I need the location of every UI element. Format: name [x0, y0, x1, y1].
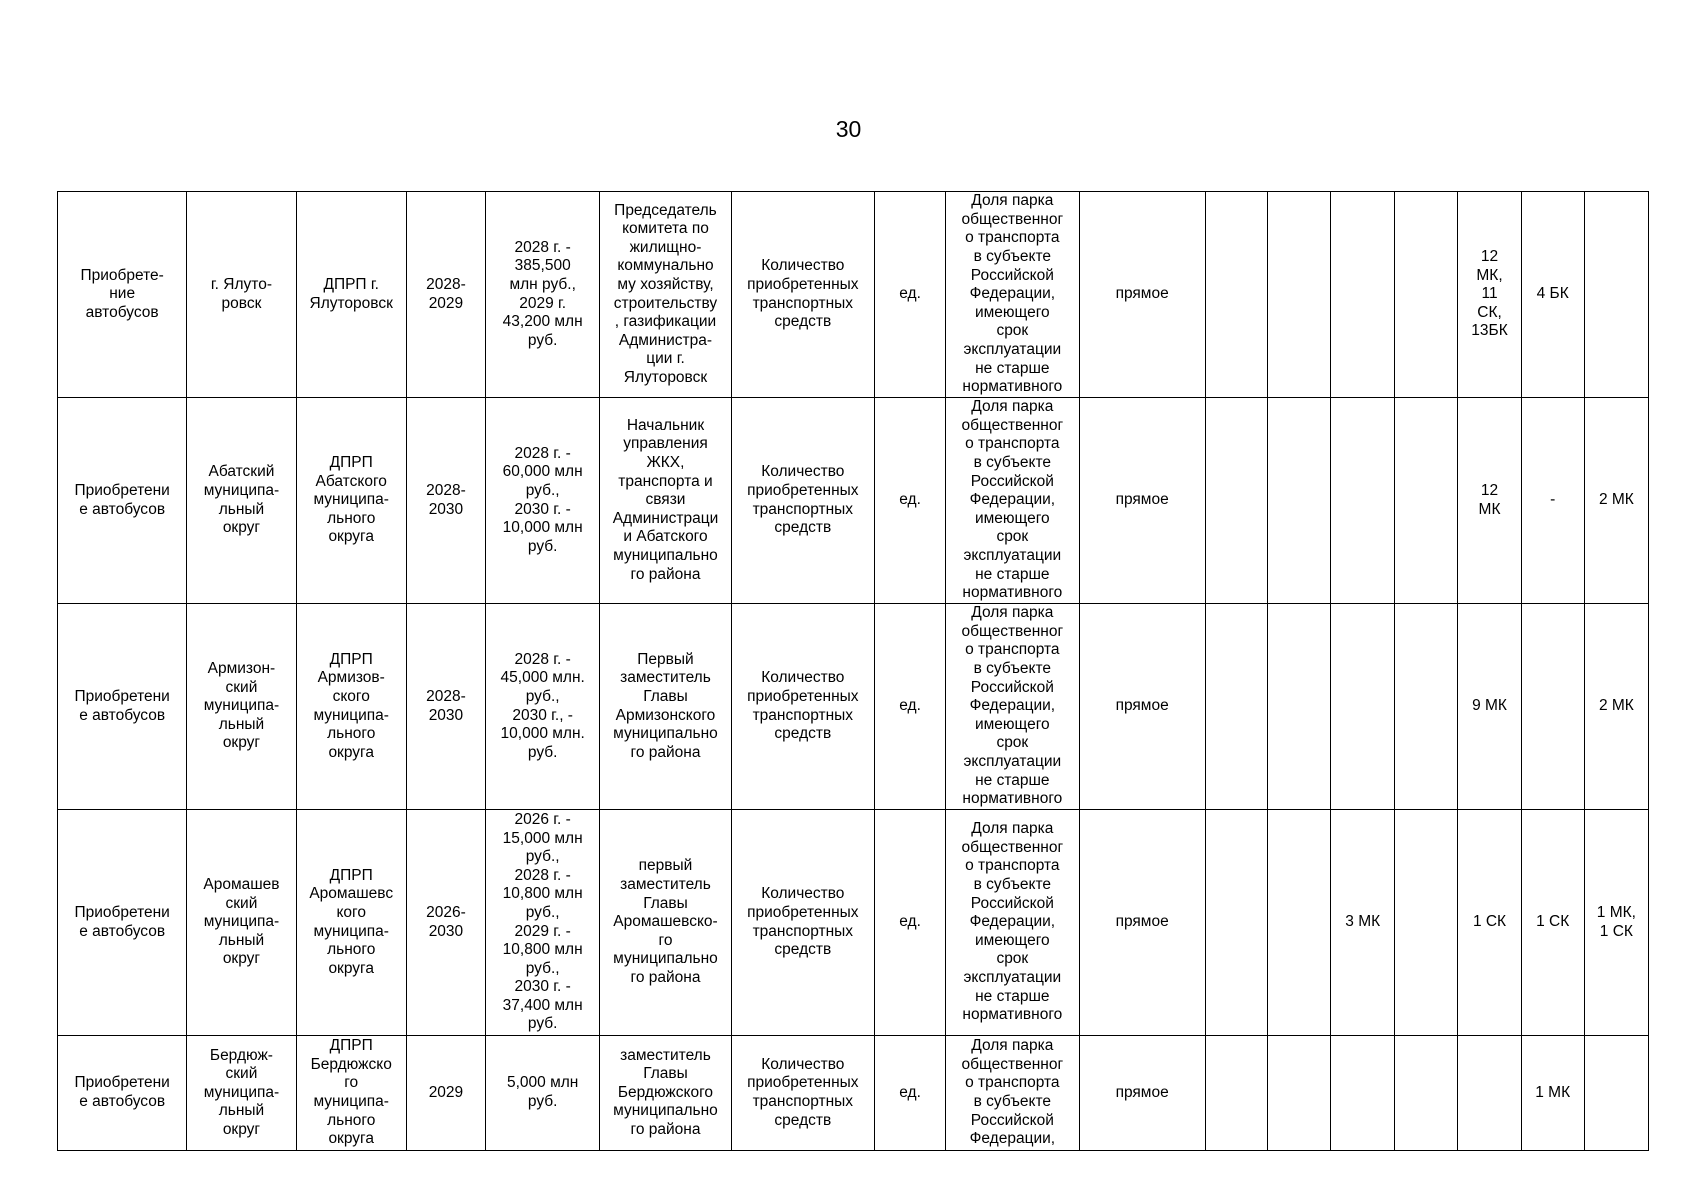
indicator-cell: Количество приобретенных транспортных средств: [731, 398, 874, 604]
indicator-cell: Количество приобретенных транспортных средств: [731, 604, 874, 810]
goal-indicator-cell: Доля парка общественног о транспорта в субъекте Российской Федерации,: [946, 1036, 1079, 1151]
year-2026-cell: [1331, 192, 1395, 398]
unit-cell: ед.: [875, 604, 946, 810]
year-2025-cell: [1267, 810, 1330, 1036]
period-cell: 2028- 2030: [406, 604, 485, 810]
unit-cell: ед.: [875, 192, 946, 398]
measure-cell: Приобрете- ние автобусов: [58, 192, 187, 398]
customer-cell: ДПРП Аромашевс кого муниципа- льного округа: [296, 810, 406, 1036]
year-2026-cell: [1331, 604, 1395, 810]
table-row: [58, 192, 1649, 398]
year-2027-cell: [1395, 810, 1458, 1036]
funding-cell: 2026 г. - 15,000 млн руб., 2028 г. - 10,800 млн руб., 2029 г. - 10,800 млн руб., 2030 г. - 37,400 млн руб.: [486, 810, 600, 1036]
territory-cell: г. Ялуто- ровск: [187, 192, 296, 398]
table-row: [58, 604, 1649, 810]
impact-cell: прямое: [1079, 398, 1205, 604]
year-2027-cell: [1395, 604, 1458, 810]
year-2026-cell: [1331, 1036, 1395, 1151]
funding-cell: 2028 г. - 60,000 млн руб., 2030 г. - 10,000 млн руб.: [486, 398, 600, 604]
funding-cell: 2028 г. - 45,000 млн. руб., 2030 г., - 10,000 млн. руб.: [486, 604, 600, 810]
unit-cell: ед.: [875, 810, 946, 1036]
customer-cell: ДПРП Бердюжско го муниципа- льного округа: [296, 1036, 406, 1151]
year-2026-cell: 3 МК: [1331, 810, 1395, 1036]
responsible-cell: заместитель Главы Бердюжского муниципально го района: [600, 1036, 731, 1151]
table-row: [58, 398, 1649, 604]
goal-indicator-cell: Доля парка общественног о транспорта в субъекте Российской Федерации, имеющего срок эксплуатации не старше нормативного: [946, 398, 1079, 604]
customer-cell: ДПРП Армизов- ского муниципа- льного округа: [296, 604, 406, 810]
year-2030-cell: [1584, 1036, 1648, 1151]
territory-cell: Аромашев ский муниципа- льный округ: [187, 810, 296, 1036]
measures-table: [57, 191, 1649, 1151]
year-2028-cell: 9 МК: [1458, 604, 1521, 810]
year-2029-cell: -: [1521, 398, 1584, 604]
impact-cell: прямое: [1079, 810, 1205, 1036]
period-cell: 2028- 2029: [406, 192, 485, 398]
year-2024-cell: [1205, 604, 1267, 810]
year-2027-cell: [1395, 1036, 1458, 1151]
year-2024-cell: [1205, 1036, 1267, 1151]
year-2025-cell: [1267, 192, 1330, 398]
year-2028-cell: 12 МК: [1458, 398, 1521, 604]
customer-cell: ДПРП Абатского муниципа- льного округа: [296, 398, 406, 604]
indicator-cell: Количество приобретенных транспортных средств: [731, 192, 874, 398]
year-2029-cell: 1 СК: [1521, 810, 1584, 1036]
year-2028-cell: 1 СК: [1458, 810, 1521, 1036]
year-2025-cell: [1267, 604, 1330, 810]
territory-cell: Абатский муниципа- льный округ: [187, 398, 296, 604]
indicator-cell: Количество приобретенных транспортных средств: [731, 810, 874, 1036]
goal-indicator-cell: Доля парка общественног о транспорта в субъекте Российской Федерации, имеющего срок эксплуатации не старше нормативного: [946, 192, 1079, 398]
period-cell: 2026- 2030: [406, 810, 485, 1036]
year-2029-cell: [1521, 604, 1584, 810]
period-cell: 2028- 2030: [406, 398, 485, 604]
territory-cell: Армизон- ский муниципа- льный округ: [187, 604, 296, 810]
year-2029-cell: 4 БК: [1521, 192, 1584, 398]
responsible-cell: Первый заместитель Главы Армизонского муниципально го района: [600, 604, 731, 810]
year-2030-cell: [1584, 192, 1648, 398]
goal-indicator-cell: Доля парка общественног о транспорта в субъекте Российской Федерации, имеющего срок эксплуатации не старше нормативного: [946, 810, 1079, 1036]
funding-cell: 2028 г. - 385,500 млн руб., 2029 г. 43,200 млн руб.: [486, 192, 600, 398]
table-row: [58, 1036, 1649, 1151]
year-2024-cell: [1205, 810, 1267, 1036]
measure-cell: Приобретени е автобусов: [58, 810, 187, 1036]
year-2025-cell: [1267, 398, 1330, 604]
funding-cell: 5,000 млн руб.: [486, 1036, 600, 1151]
year-2027-cell: [1395, 192, 1458, 398]
year-2030-cell: 1 МК, 1 СК: [1584, 810, 1648, 1036]
goal-indicator-cell: Доля парка общественног о транспорта в субъекте Российской Федерации, имеющего срок эксплуатации не старше нормативного: [946, 604, 1079, 810]
table-row: [58, 810, 1649, 1036]
unit-cell: ед.: [875, 1036, 946, 1151]
year-2024-cell: [1205, 398, 1267, 604]
year-2026-cell: [1331, 398, 1395, 604]
year-2028-cell: 12 МК, 11 СК, 13БК: [1458, 192, 1521, 398]
measure-cell: Приобретени е автобусов: [58, 1036, 187, 1151]
impact-cell: прямое: [1079, 604, 1205, 810]
impact-cell: прямое: [1079, 1036, 1205, 1151]
measure-cell: Приобретени е автобусов: [58, 398, 187, 604]
year-2025-cell: [1267, 1036, 1330, 1151]
territory-cell: Бердюж- ский муниципа- льный округ: [187, 1036, 296, 1151]
year-2029-cell: 1 МК: [1521, 1036, 1584, 1151]
responsible-cell: Председатель комитета по жилищно- коммунально му хозяйству, строительству , газификации Администра- ции г. Ялуторовск: [600, 192, 731, 398]
measure-cell: Приобретени е автобусов: [58, 604, 187, 810]
year-2024-cell: [1205, 192, 1267, 398]
responsible-cell: Начальник управления ЖКХ, транспорта и связи Администраци и Абатского муниципально го района: [600, 398, 731, 604]
customer-cell: ДПРП г. Ялуторовск: [296, 192, 406, 398]
year-2030-cell: 2 МК: [1584, 604, 1648, 810]
impact-cell: прямое: [1079, 192, 1205, 398]
responsible-cell: первый заместитель Главы Аромашевско- го муниципально го района: [600, 810, 731, 1036]
year-2028-cell: [1458, 1036, 1521, 1151]
year-2027-cell: [1395, 398, 1458, 604]
page-number: 30: [835, 116, 862, 142]
year-2030-cell: 2 МК: [1584, 398, 1648, 604]
unit-cell: ед.: [875, 398, 946, 604]
indicator-cell: Количество приобретенных транспортных средств: [731, 1036, 874, 1151]
period-cell: 2029: [406, 1036, 485, 1151]
